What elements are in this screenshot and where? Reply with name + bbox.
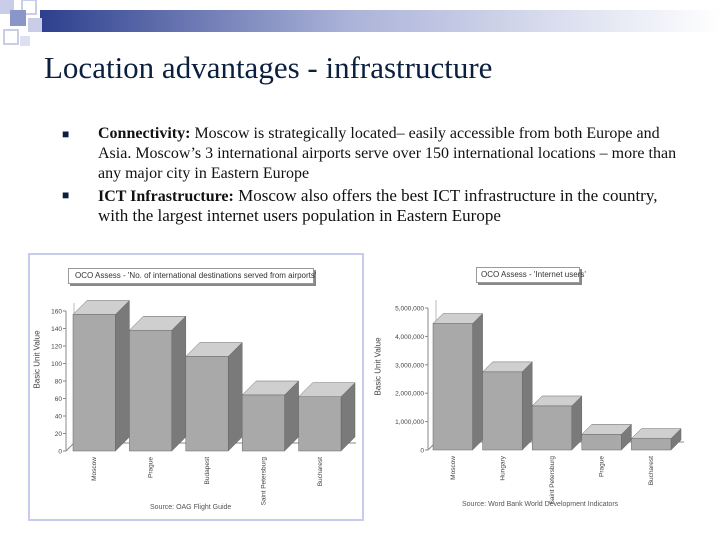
bar [186,357,228,452]
y-tick-label: 5,000,000 [395,305,424,313]
bar [631,439,671,450]
x-tick-label: Hungary [499,456,507,481]
header-gradient-bar [40,10,720,32]
bullet-text: Moscow is strategically located– easily accessible from both Europe and Asia. Moscow’s 3 international airports serve over 150 international locations – more than any major city in Eastern Europe [98,125,677,182]
bar-side [115,301,129,452]
bar-side [172,316,186,451]
x-tick-label: Bucharest [648,456,656,486]
y-tick-label: 0 [58,448,62,456]
bar [73,315,115,452]
header-square [28,18,42,32]
bar [532,406,572,450]
x-tick-label: Prague [147,457,155,478]
bullet-ict [62,186,682,225]
x-tick-label: Prague [598,456,606,477]
y-axis-label: Basic Unit Value [373,337,383,396]
chart-plot [372,258,688,520]
header-square [10,10,26,26]
chart-internet-users [372,258,688,520]
bar [129,330,171,451]
slide-title: Location advantages - infrastructure [44,50,493,85]
x-tick-label: Moscow [91,457,99,481]
square-bullet-icon: ■ [62,127,70,141]
chart-title: OCO Assess - 'Internet users' [476,267,580,283]
header-decoration [0,0,720,50]
y-tick-label: 60 [54,396,62,403]
x-tick-label: Bucharest [316,457,324,487]
y-tick-label: 100 [51,361,62,368]
y-tick-label: 20 [54,431,62,438]
y-axis-label: Basic Unit Value [32,330,42,389]
y-tick-label: 0 [420,447,424,455]
bar-side [228,343,242,452]
square-bullet-icon: ■ [62,188,70,202]
y-tick-label: 40 [54,413,62,421]
bar [299,397,341,451]
header-square [4,30,18,44]
y-tick-label: 4,000,000 [395,333,424,341]
chart-source: Source: Word Bank World Development Indicators [462,501,619,508]
y-tick-label: 160 [51,308,62,316]
y-tick-label: 120 [51,343,62,351]
bar [242,395,284,451]
chart-destinations [28,253,364,521]
bullet-label: ICT Infrastructure: [98,188,234,205]
bar [483,372,523,450]
bullet-connectivity [62,124,682,184]
bar [433,324,473,450]
chart-plot [30,255,362,519]
x-tick-label: Budapest [204,457,211,485]
chart-source: Source: OAG Flight Guide [150,504,232,511]
header-square [20,36,30,46]
x-tick-label: Moscow [449,456,457,480]
y-tick-label: 2,000,000 [395,390,424,398]
bar-side [522,362,532,450]
y-tick-label: 80 [54,378,62,386]
x-tick-label: Saint Petersburg [549,456,556,505]
bar [582,434,622,450]
y-tick-label: 140 [51,326,62,333]
bullet-list [62,124,682,225]
y-tick-label: 1,000,000 [395,419,424,427]
y-tick-label: 3,000,000 [395,362,424,370]
bullet-text: Moscow also offers the best ICT infrastructure in the country, with the largest internet users population in Eastern Europe [98,186,658,225]
bullet-label: Connectivity: [98,125,191,142]
bar-side [473,314,483,450]
chart-title: OCO Assess - 'No. of international destinations served from airports' [68,268,314,284]
x-tick-label: Saint Petersburg [260,457,268,506]
